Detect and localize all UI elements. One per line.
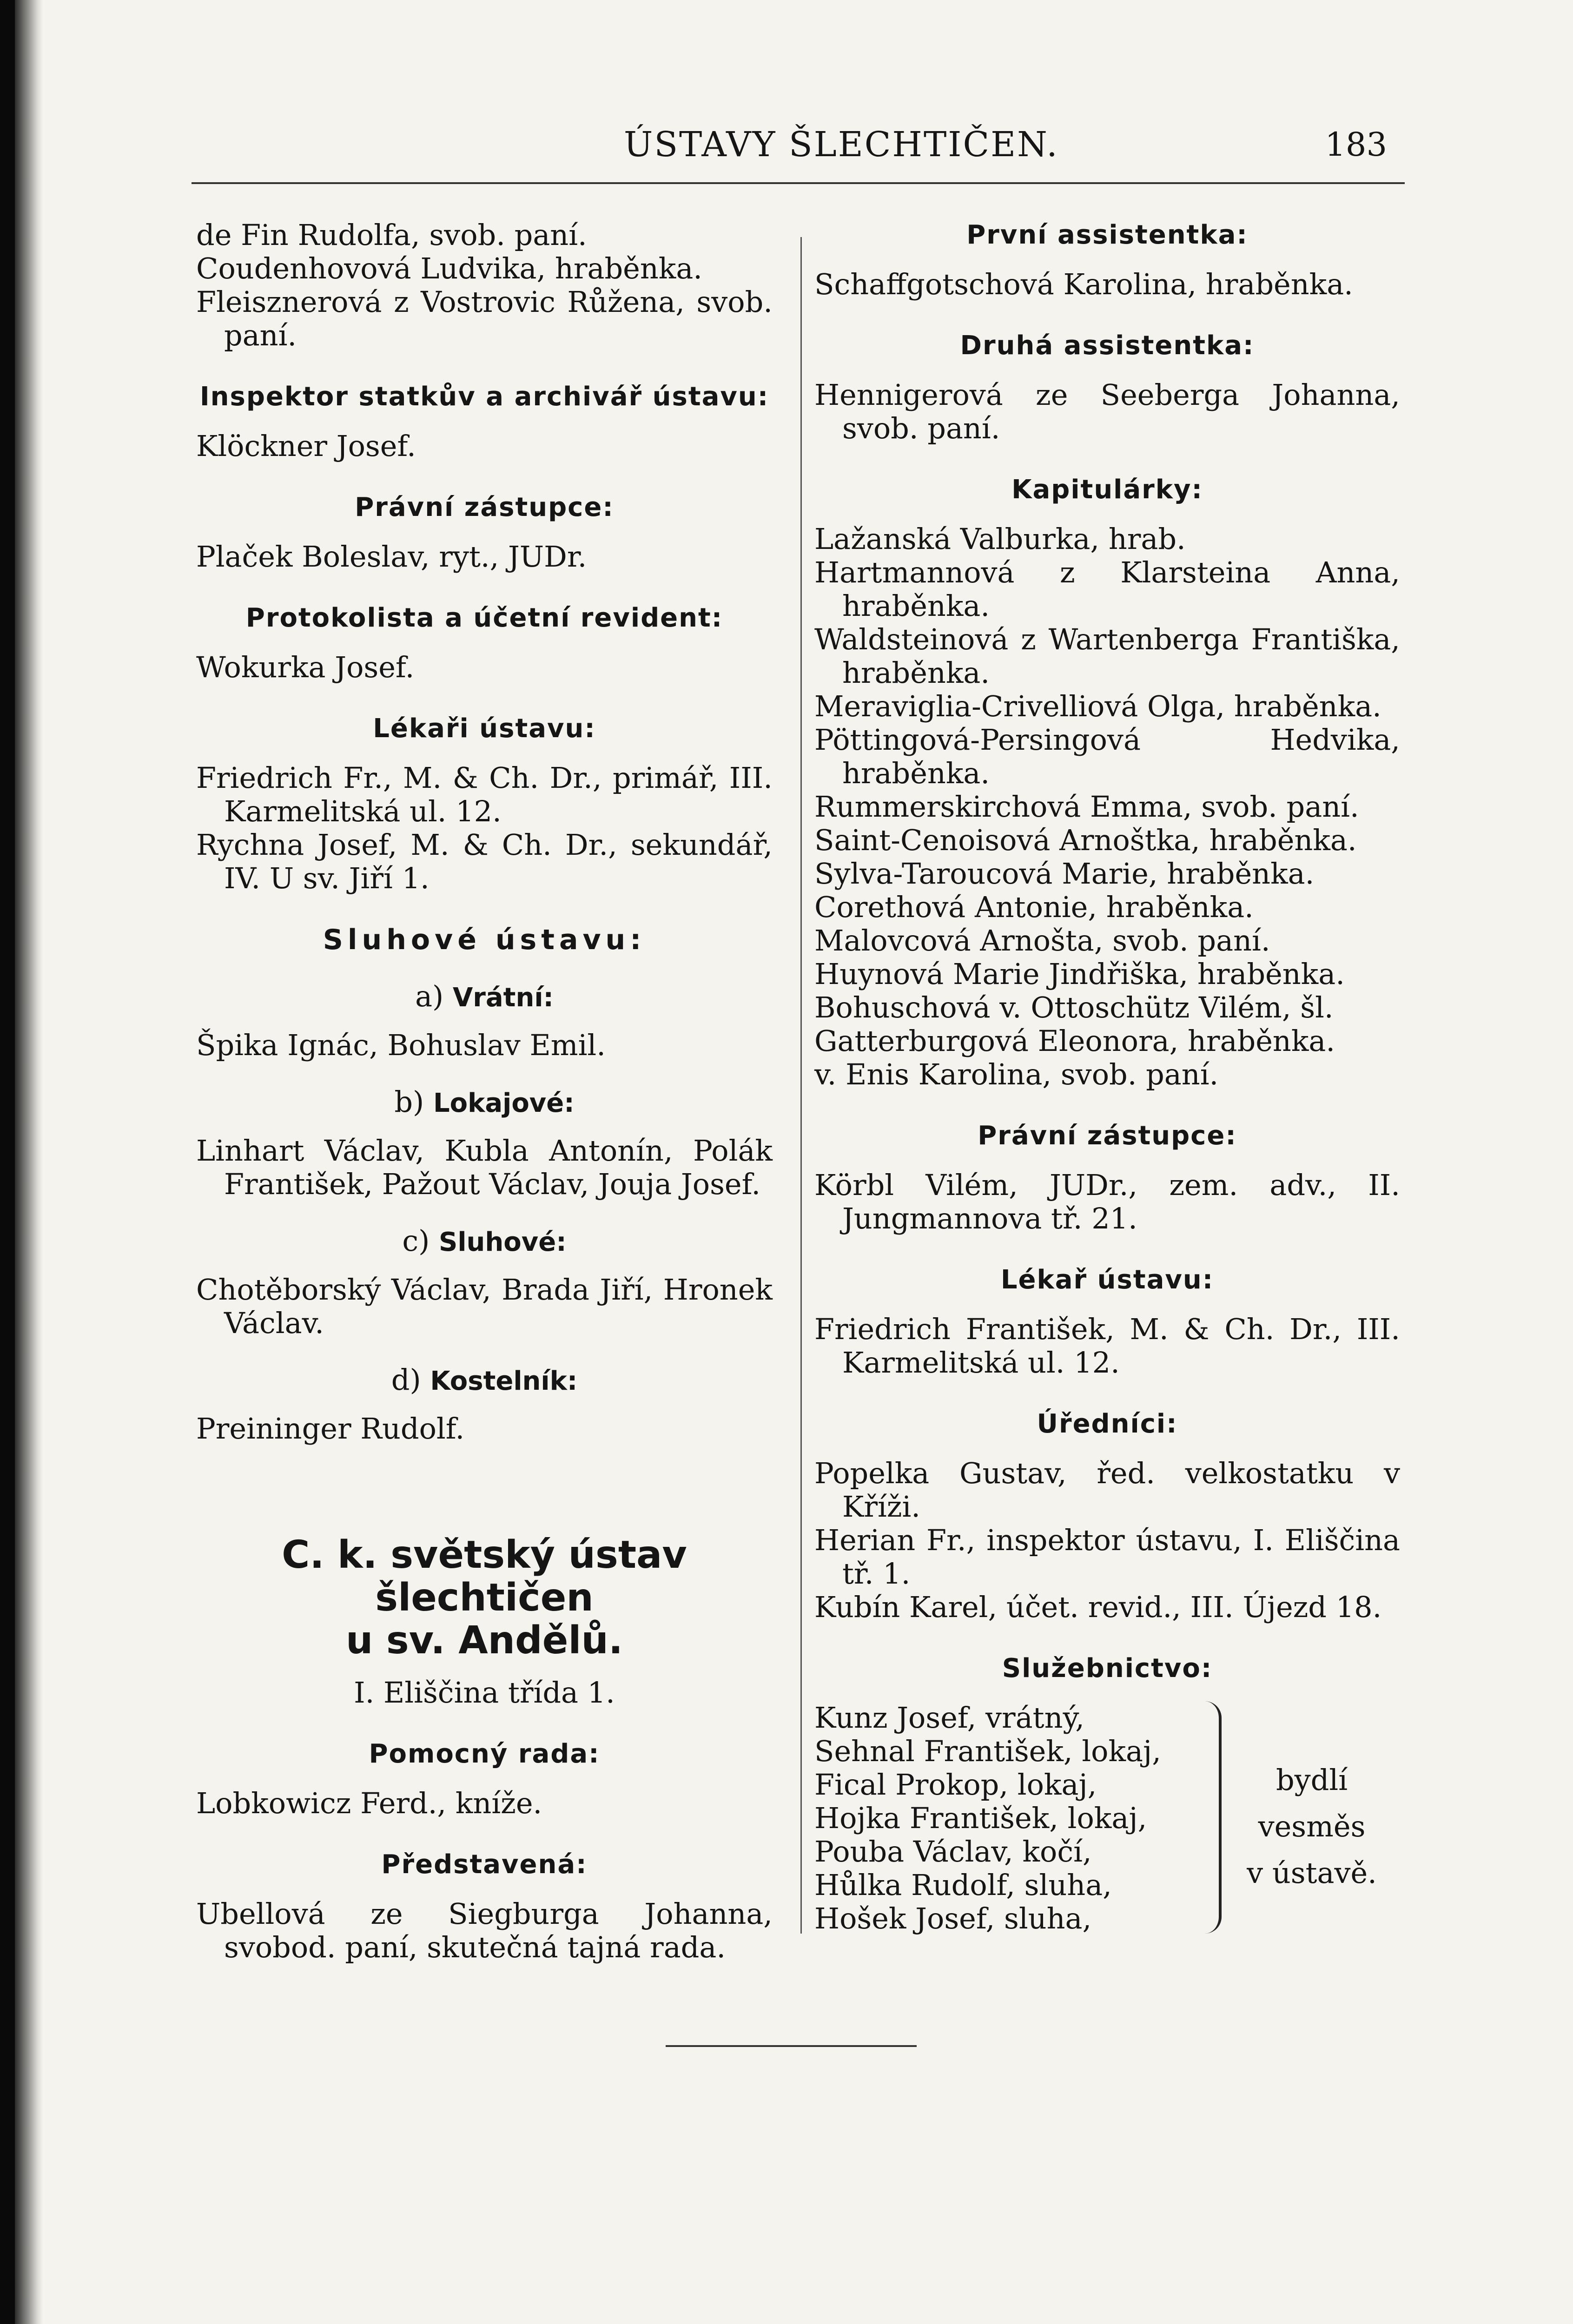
section-heading: Lékaři ústavu: bbox=[373, 713, 596, 744]
list-item: Hojka František, lokaj, bbox=[814, 1801, 1147, 1835]
subsection-heading bbox=[196, 1363, 773, 1398]
subsection-prefix: a) bbox=[415, 979, 444, 1013]
list-item: Pöttingová-Persingová Hedvika, hraběnka. bbox=[814, 723, 1400, 790]
page-number: 183 bbox=[1325, 125, 1387, 164]
list-item: Körbl Vilém, JUDr., zem. adv., II. Jungmannova tř. 21. bbox=[814, 1168, 1400, 1235]
list-item: Huynová Marie Jindřiška, hraběnka. bbox=[814, 957, 1345, 991]
institution-title bbox=[196, 1534, 773, 1662]
note-line: bydlí bbox=[1276, 1763, 1348, 1797]
list-item: Friedrich František, M. & Ch. Dr., III. Karmelitská ul. 12. bbox=[814, 1312, 1400, 1380]
list-item: Preininger Rudolf. bbox=[196, 1412, 465, 1446]
binding-shadow bbox=[15, 0, 43, 2324]
list-item: Waldsteinová z Wartenberga Františka, hraběnka. bbox=[814, 622, 1400, 690]
subsection-label: Vrátní: bbox=[452, 983, 554, 1013]
subsection-label: Sluhové: bbox=[439, 1227, 567, 1257]
section-heading: Představená: bbox=[381, 1849, 588, 1880]
list-item: Klöckner Josef. bbox=[196, 429, 416, 463]
list-item: Hartmannová z Klarsteina Anna, hraběnka. bbox=[814, 555, 1400, 623]
list-item: Pouba Václav, kočí, bbox=[814, 1835, 1092, 1868]
section-heading: Právní zástupce: bbox=[978, 1121, 1237, 1151]
subsection-prefix: d) bbox=[391, 1363, 421, 1397]
footer-rule bbox=[666, 2045, 917, 2047]
brace bbox=[1205, 1701, 1222, 1934]
list-item: Corethová Antonie, hraběnka. bbox=[814, 890, 1254, 924]
header-rule bbox=[192, 182, 1405, 184]
list-item: de Fin Rudolfa, svob. paní. bbox=[196, 218, 587, 252]
servants-block bbox=[814, 1701, 1400, 1943]
subsection-prefix: c) bbox=[402, 1224, 430, 1258]
page-header bbox=[192, 125, 1387, 180]
list-item: Špika Ignác, Bohuslav Emil. bbox=[196, 1028, 606, 1062]
list-item: Sehnal František, lokaj, bbox=[814, 1734, 1161, 1768]
list-item: Herian Fr., inspektor ústavu, I. Eliščina tř. 1. bbox=[814, 1523, 1400, 1591]
list-item: Lažanská Valburka, hrab. bbox=[814, 522, 1186, 556]
left-column bbox=[196, 218, 773, 1964]
list-item: Hůlka Rudolf, sluha, bbox=[814, 1868, 1112, 1902]
note-line: vesměs bbox=[1258, 1809, 1366, 1843]
subsection-heading bbox=[196, 980, 773, 1015]
column-divider bbox=[800, 237, 802, 1934]
section-heading: Inspektor statkův a archivář ústavu: bbox=[199, 382, 769, 412]
book-page bbox=[15, 0, 1573, 2324]
section-heading: Kapitulárky: bbox=[1011, 475, 1203, 505]
section-heading: Služebnictvo: bbox=[1002, 1653, 1213, 1684]
section-heading: Sluhové ústavu: bbox=[323, 924, 646, 956]
list-item: Coudenhovová Ludvika, hraběnka. bbox=[196, 251, 702, 285]
institution-title-line: C. k. světský ústav šlechtičen bbox=[282, 1533, 687, 1620]
section-heading: Právní zástupce: bbox=[355, 492, 614, 522]
section-heading: Protokolista a účetní revident: bbox=[245, 603, 723, 633]
list-item: Hennigerová ze Seeberga Johanna, svob. paní. bbox=[814, 378, 1400, 445]
list-item: Saint-Cenoisová Arnoštka, hraběnka. bbox=[814, 823, 1357, 857]
list-item: v. Enis Karolina, svob. paní. bbox=[814, 1057, 1219, 1091]
list-item: Ubellová ze Siegburga Johanna, svobod. paní, skutečná tajná rada. bbox=[196, 1897, 773, 1964]
list-item: Fical Prokop, lokaj, bbox=[814, 1768, 1097, 1802]
list-item: Schaffgotschová Karolina, hraběnka. bbox=[814, 267, 1353, 301]
list-item: Bohuschová v. Ottoschütz Vilém, šl. bbox=[814, 990, 1334, 1024]
list-item: Meraviglia-Crivelliová Olga, hraběnka. bbox=[814, 689, 1381, 723]
list-item: Linhart Václav, Kubla Antonín, Polák František, Pažout Václav, Jouja Josef. bbox=[196, 1134, 773, 1201]
servants-note bbox=[1233, 1757, 1391, 1896]
list-item: Lobkowicz Ferd., kníže. bbox=[196, 1786, 542, 1820]
list-item: Malovcová Arnošta, svob. paní. bbox=[814, 924, 1270, 957]
note-line: v ústavě. bbox=[1247, 1856, 1377, 1890]
running-title: ÚSTAVY ŠLECHTIČEN. bbox=[624, 125, 1059, 165]
list-item: Chotěborský Václav, Brada Jiří, Hronek Václav. bbox=[196, 1273, 773, 1340]
section-heading: Pomocný rada: bbox=[369, 1739, 600, 1769]
right-column bbox=[814, 218, 1400, 1943]
list-item: Gatterburgová Eleonora, hraběnka. bbox=[814, 1024, 1335, 1058]
section-heading: Úředníci: bbox=[1037, 1409, 1178, 1439]
list-item: Fleisznerová z Vostrovic Růžena, svob. paní. bbox=[196, 285, 773, 352]
list-item: Friedrich Fr., M. & Ch. Dr., primář, III. Karmelitská ul. 12. bbox=[196, 761, 773, 828]
section-heading: Lékař ústavu: bbox=[1000, 1265, 1214, 1295]
section-heading: Druhá assistentka: bbox=[960, 330, 1255, 361]
list-item: Kubín Karel, účet. revid., III. Újezd 18. bbox=[814, 1590, 1382, 1624]
list-item: Hošek Josef, sluha, bbox=[814, 1901, 1092, 1935]
list-item: Rychna Josef, M. & Ch. Dr., sekundář, IV. U sv. Jiří 1. bbox=[196, 828, 773, 895]
institution-title-line: u sv. Andělů. bbox=[346, 1618, 623, 1663]
list-item: Rummerskirchová Emma, svob. paní. bbox=[814, 790, 1359, 824]
list-item: Sylva-Taroucová Marie, hraběnka. bbox=[814, 857, 1315, 891]
list-item: Wokurka Josef. bbox=[196, 650, 415, 684]
list-item: Kunz Josef, vrátný, bbox=[814, 1701, 1085, 1735]
section-heading: První assistentka: bbox=[966, 220, 1248, 250]
list-item: Plaček Boleslav, ryt., JUDr. bbox=[196, 540, 587, 574]
institution-address: I. Eliščina třída 1. bbox=[354, 1676, 615, 1710]
list-item: Popelka Gustav, řed. velkostatku v Kříži. bbox=[814, 1456, 1400, 1524]
subsection-label: Lokajové: bbox=[433, 1088, 575, 1118]
subsection-heading bbox=[196, 1224, 773, 1259]
subsection-prefix: b) bbox=[394, 1085, 424, 1119]
subsection-heading bbox=[196, 1085, 773, 1120]
servants-list bbox=[814, 1701, 1205, 1935]
subsection-label: Kostelník: bbox=[430, 1366, 578, 1396]
